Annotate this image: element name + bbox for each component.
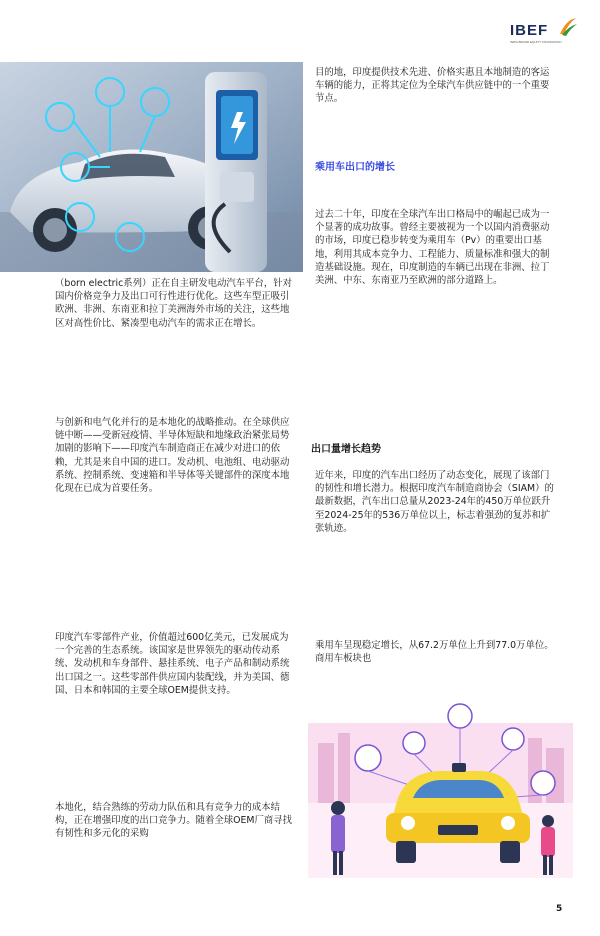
left-paragraph-4: 本地化，结合熟练的劳动力队伍和具有竞争力的成本结构，正在增强印度的出口竞争力。随着全球OEM厂商寻找有韧性和多元化的采购 bbox=[55, 802, 293, 840]
right-paragraph-1: 目的地，印度提供技术先进、价格实惠且本地制造的客运车辆的能力，正将其定位为全球汽车供应链中的一个重要节点。 bbox=[315, 67, 550, 105]
section-heading-pv-exports: 乘用车出口的增长 bbox=[315, 162, 395, 173]
connected-car-illustration bbox=[308, 703, 573, 878]
right-paragraph-4: 乘用车呈现稳定增长，从67.2万单位上升到77.0万单位。商用车板块也 bbox=[315, 640, 554, 665]
ibef-logo bbox=[510, 16, 580, 46]
logo-tagline: INDIA BRAND EQUITY FOUNDATION bbox=[510, 40, 562, 44]
section-heading-export-trend: 出口量增长趋势 bbox=[311, 444, 381, 455]
right-paragraph-3: 近年来，印度的汽车出口经历了动态变化，展现了该部门的韧性和增长潜力。根据印度汽车制造商协会（SIAM）的最新数据，汽车出口总量从2023-24年的450万单位跃升至2024-25年的536万单位以上，标志着强劲的复苏和扩张轨迹。 bbox=[315, 470, 554, 534]
left-paragraph-2: 与创新和电气化并行的是本地化的战略推动。在全球供应链中断——受新冠疫情、半导体短缺和地缘政治紧张局势加剧的影响下——印度汽车制造商正在减少对进口的依赖，尤其是来自中国的进口。发动机、电池组、电动驱动系统、控制系统、变速箱和半导体等关键部件的深度本地化现在已成为首要任务。 bbox=[55, 417, 290, 495]
left-paragraph-1: （born electric系列）正在自主研发电动汽车平台，针对国内价格竞争力及出口可行性进行优化。这些车型正吸引欧洲、非洲、东南亚和拉丁美洲海外市场的关注，这些地区对高性价比、紧凑型电动汽车的需求正在增长。 bbox=[55, 278, 293, 329]
logo-swoosh-icon bbox=[556, 16, 578, 38]
logo-text: IBEF bbox=[510, 22, 549, 39]
ev-charging-image bbox=[0, 62, 303, 272]
page-number: 5 bbox=[556, 904, 563, 914]
left-paragraph-3: 印度汽车零部件产业，价值超过600亿美元，已发展成为一个完善的生态系统。该国家是世界领先的驱动传动系统、发动机和车身部件、悬挂系统、电子产品和制动系统出口国之一。这些零部件供应国内装配线，并为美国、德国、日本和韩国的主要全球OEM提供支持。 bbox=[55, 632, 290, 696]
right-paragraph-2: 过去二十年，印度在全球汽车出口格局中的崛起已成为一个显著的成功故事。曾经主要被视为一个以国内消费驱动的市场，印度已稳步转变为乘用车（Pv）的重要出口基地，利用其成本竞争力、工程能力、质量标准和强大的制造基础设施。现在，印度制造的车辆已出现在非洲、拉丁美洲、中东、东南亚乃至欧洲的部分道路上。 bbox=[315, 209, 550, 287]
